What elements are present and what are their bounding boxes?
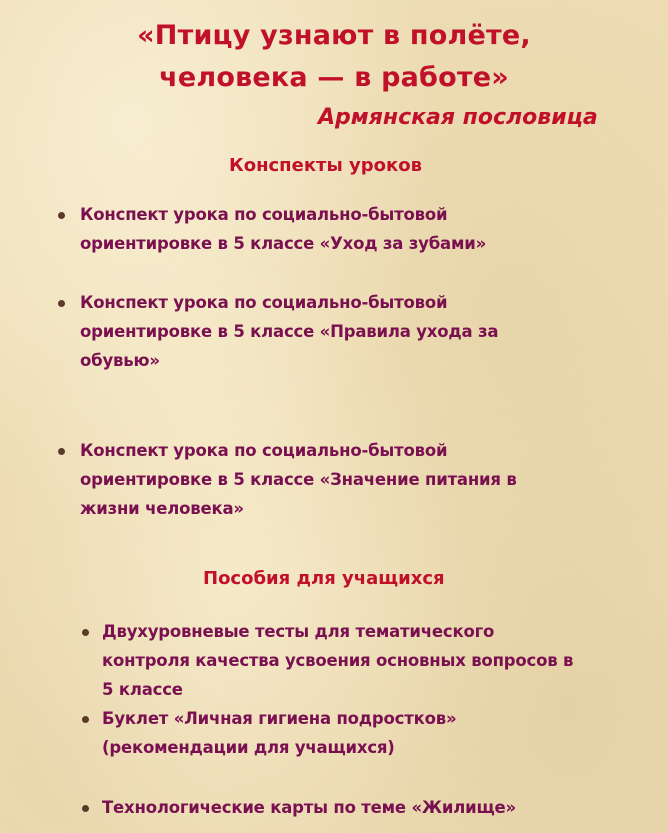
aids-section-title: Пособия для учащихся xyxy=(203,568,445,589)
lesson-item-line: Конспект урока по социально-бытовой xyxy=(80,293,448,312)
lesson-item-line: жизни человека» xyxy=(80,499,244,518)
lesson-item-line: ориентировке в 5 классе «Правила ухода за xyxy=(80,322,499,341)
lesson-item-line: ориентировке в 5 классе «Уход за зубами» xyxy=(80,234,487,253)
lesson-item[interactable] xyxy=(80,288,498,375)
aid-item-line: Технологические карты по теме «Жилище» xyxy=(102,798,517,817)
aid-item-line: Буклет «Личная гигиена подростков» xyxy=(102,709,457,728)
quote-line-1: «Птицу узнают в полёте, xyxy=(137,20,531,51)
aid-item[interactable] xyxy=(102,793,516,822)
lesson-item[interactable] xyxy=(80,200,486,258)
bullet-icon xyxy=(58,300,65,307)
bullet-icon xyxy=(58,212,65,219)
lesson-item-line: ориентировке в 5 классе «Значение питания в xyxy=(80,470,517,489)
quote-line-2: человека — в работе» xyxy=(159,62,509,93)
lesson-item-line: Конспект урока по социально-бытовой xyxy=(80,441,448,460)
aid-item-line: Двухуровневые тесты для тематического xyxy=(102,622,495,641)
aid-item-line: 5 классе xyxy=(102,680,183,699)
aid-item[interactable] xyxy=(102,704,456,762)
lesson-item[interactable] xyxy=(80,436,517,523)
lesson-item-line: Конспект урока по социально-бытовой xyxy=(80,205,448,224)
aid-item-line: контроля качества усвоения основных вопросов в xyxy=(102,651,574,670)
lesson-item-line: обувью» xyxy=(80,351,160,370)
bullet-icon xyxy=(82,629,89,636)
bullet-icon xyxy=(82,716,89,723)
aid-item[interactable] xyxy=(102,617,573,704)
aid-item-line: (рекомендации для учащихся) xyxy=(102,738,395,757)
bullet-icon xyxy=(58,448,65,455)
lessons-section-title: Конспекты уроков xyxy=(229,155,422,176)
quote-attribution: Армянская пословица xyxy=(318,105,598,130)
bullet-icon xyxy=(82,805,89,812)
